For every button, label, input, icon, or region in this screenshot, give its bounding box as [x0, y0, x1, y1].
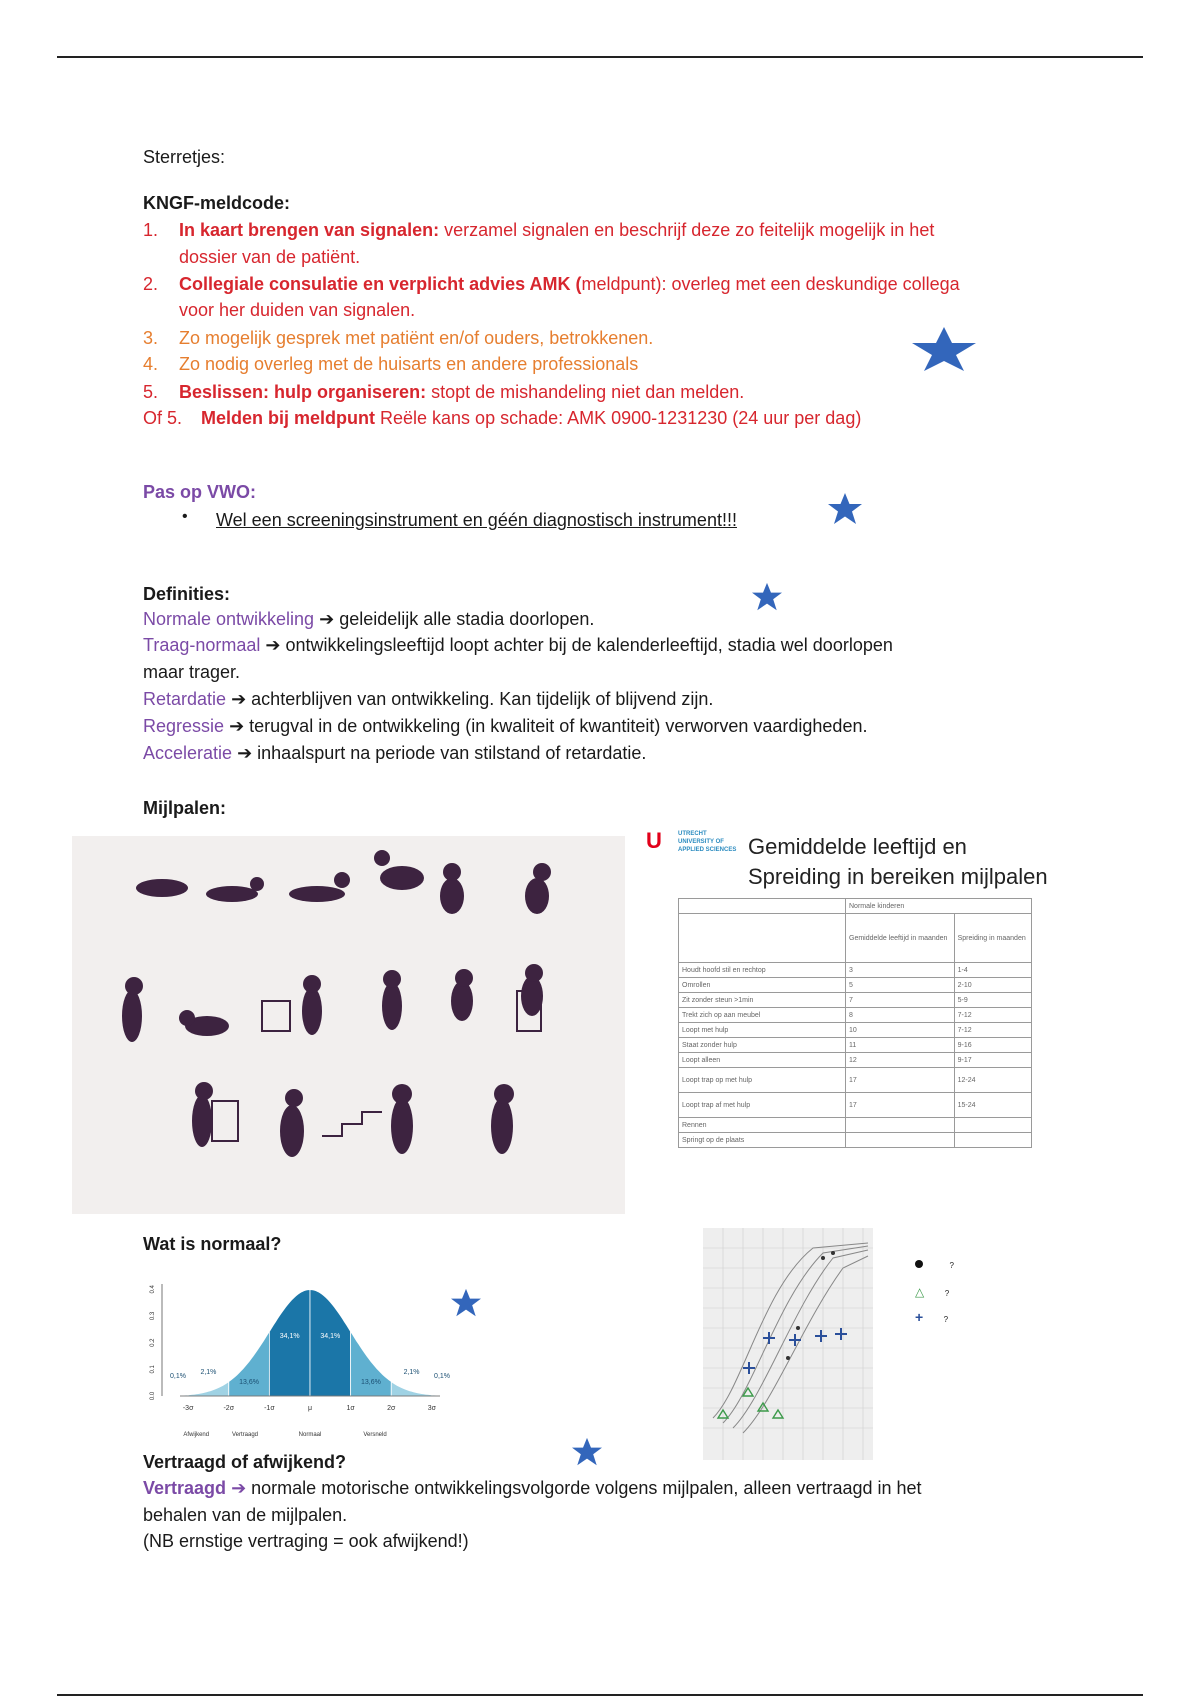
table-col-header: Spreiding in maanden — [954, 914, 1031, 963]
legend-item: △ ? — [915, 1285, 950, 1299]
bullet-dot: • — [182, 508, 188, 525]
distribution-segment — [188, 1382, 229, 1396]
page-heading: Sterretjes: — [143, 147, 226, 167]
def-traag-normaal: Traag-normaal ➔ ontwikkelingsleeftijd loopt achter bij de kalenderleeftijd, stadia wel doorlopen — [143, 635, 893, 655]
table-row: Omrollen 5 2-10 — [679, 978, 1032, 993]
growth-legend — [915, 1255, 975, 1335]
vertraagd-note: (NB ernstige vertraging = ook afwijkend!) — [143, 1531, 469, 1551]
milestone-table — [678, 898, 1032, 1148]
category-label: Afwijkend — [183, 1432, 210, 1438]
university-logo: U — [646, 828, 662, 853]
table-row: Loopt met hulp 10 7-12 — [679, 1023, 1032, 1038]
vertraagd-definition-cont: behalen van de mijlpalen. — [143, 1505, 348, 1525]
distribution-segment — [310, 1290, 351, 1396]
table-col-header: Gemiddelde leeftijd in maanden — [846, 914, 955, 963]
y-tick-label: 0.0 — [150, 1391, 156, 1401]
category-label: Vertraagd — [231, 1432, 259, 1438]
vwo-title: Pas op VWO: — [143, 482, 257, 502]
growth-chart-graphic — [703, 1228, 873, 1460]
category-label: Normaal — [298, 1432, 322, 1438]
def-traag-normaal-cont: maar trager. — [143, 662, 241, 682]
table-row: Houdt hoofd stil en rechtop 3 1-4 — [679, 963, 1032, 978]
x-tick-label: -1σ — [264, 1405, 275, 1412]
kngf-item-1: 1. In kaart brengen van signalen: verzamel signalen en beschrijf deze zo feitelijk mogelijk in het — [143, 220, 935, 240]
kngf-item-5: 5. Beslissen: hulp organiseren: stopt de mishandeling niet dan melden. — [143, 382, 745, 402]
table-row: Loopt alleen 12 9-17 — [679, 1053, 1032, 1068]
segment-label: 13,6% — [361, 1379, 381, 1386]
legend-plus-icon: + — [915, 1309, 924, 1325]
legend-item: ? — [915, 1255, 954, 1273]
normal-distribution-chart — [140, 1278, 450, 1448]
vwo-bullet: Wel een screeningsinstrument en géén diagnostisch instrument!!! — [216, 510, 737, 530]
segment-label: 0,1% — [434, 1373, 450, 1380]
table-row: Springt op de plaats — [679, 1133, 1032, 1148]
star-icon — [910, 325, 978, 373]
def-normale-ontwikkeling: Normale ontwikkeling ➔ geleidelijk alle stadia doorlopen. — [143, 609, 595, 629]
distribution-segment — [351, 1332, 392, 1397]
bottom-rule — [57, 1694, 1143, 1696]
def-retardatie: Retardatie ➔ achterblijven van ontwikkeling. Kan tijdelijk of blijvend zijn. — [143, 689, 714, 709]
y-tick-label: 0.4 — [150, 1285, 156, 1294]
normaal-title: Wat is normaal? — [143, 1234, 282, 1254]
star-icon — [750, 582, 784, 612]
distribution-segment — [269, 1290, 310, 1396]
x-tick-label: -3σ — [182, 1405, 194, 1412]
table-title-line-2: Spreiding in bereiken mijlpalen — [748, 864, 1048, 889]
table-row: Loopt trap op met hulp 17 12-24 — [679, 1068, 1032, 1093]
def-regressie: Regressie ➔ terugval in de ontwikkeling (in kwaliteit of kwantiteit) verworven vaardigheden. — [143, 716, 868, 736]
kngf-item-3: 3. Zo mogelijk gesprek met patiënt en/of ouders, betrokkenen. — [143, 328, 654, 348]
legend-dot-icon — [915, 1260, 923, 1268]
segment-label: 2,1% — [200, 1369, 217, 1376]
y-tick-label: 0.3 — [150, 1311, 156, 1321]
vertraagd-definition: Vertraagd ➔ normale motorische ontwikkelingsvolgorde volgens mijlpalen, alleen vertraagd in het — [143, 1478, 922, 1498]
university-logo-text: UTRECHT UNIVERSITY OF APPLIED SCIENCES — [678, 831, 737, 853]
kngf-item-2: 2. Collegiale consulatie en verplicht advies AMK (meldpunt): overleg met een deskundige collega — [143, 274, 960, 294]
category-label: Versneld — [363, 1432, 387, 1438]
vertraagd-title: Vertraagd of afwijkend? — [143, 1452, 347, 1472]
table-row: Loopt trap af met hulp 17 15-24 — [679, 1093, 1032, 1118]
top-rule — [57, 56, 1143, 58]
x-tick-label: 3σ — [427, 1405, 436, 1412]
table-row: Trekt zich op aan meubel 8 7-12 — [679, 1008, 1032, 1023]
distribution-segment — [229, 1332, 270, 1397]
kngf-item-4: 4. Zo nodig overleg met de huisarts en andere professionals — [143, 354, 639, 374]
mijlpalen-title: Mijlpalen: — [143, 798, 227, 818]
distribution-segment — [391, 1382, 432, 1396]
kngf-title: KNGF-meldcode: — [143, 193, 291, 213]
milestone-table-panel — [640, 826, 1090, 1204]
segment-label: 34,1% — [320, 1333, 341, 1340]
x-tick-label: 2σ — [387, 1405, 396, 1412]
milestones-illustration — [72, 836, 625, 1214]
table-row: Rennen — [679, 1118, 1032, 1133]
legend-item: + ? — [915, 1309, 949, 1325]
kngf-item-5-alt: Of 5. Melden bij meldpunt Reële kans op schade: AMK 0900-1231230 (24 uur per dag) — [143, 408, 862, 428]
star-icon — [570, 1437, 604, 1467]
table-row: Zit zonder steun >1min 7 5-9 — [679, 993, 1032, 1008]
milestones-figure — [72, 836, 625, 1214]
def-acceleratie: Acceleratie ➔ inhaalspurt na periode van stilstand of retardatie. — [143, 743, 647, 763]
definities-title: Definities: — [143, 584, 231, 604]
x-tick-label: μ — [307, 1405, 313, 1412]
legend-triangle-icon: △ — [915, 1285, 925, 1299]
table-row: Staat zonder hulp 11 9-16 — [679, 1038, 1032, 1053]
growth-chart — [703, 1228, 873, 1460]
star-icon — [449, 1288, 483, 1318]
kngf-item-2-cont: voor her duiden van signalen. — [179, 300, 416, 320]
table-title-line-1: Gemiddelde leeftijd en — [748, 834, 967, 859]
segment-label: 34,1% — [279, 1333, 300, 1340]
table-group-header: Normale kinderen — [846, 899, 1032, 914]
x-tick-label: -2σ — [223, 1405, 235, 1412]
y-tick-label: 0.2 — [150, 1338, 156, 1347]
y-tick-label: 0.1 — [150, 1365, 156, 1374]
kngf-item-1-cont: dossier van de patiënt. — [179, 247, 361, 267]
segment-label: 0,1% — [169, 1373, 186, 1380]
star-icon — [826, 492, 864, 526]
segment-label: 2,1% — [403, 1369, 420, 1376]
segment-label: 13,6% — [239, 1379, 259, 1386]
x-tick-label: 1σ — [346, 1405, 355, 1412]
